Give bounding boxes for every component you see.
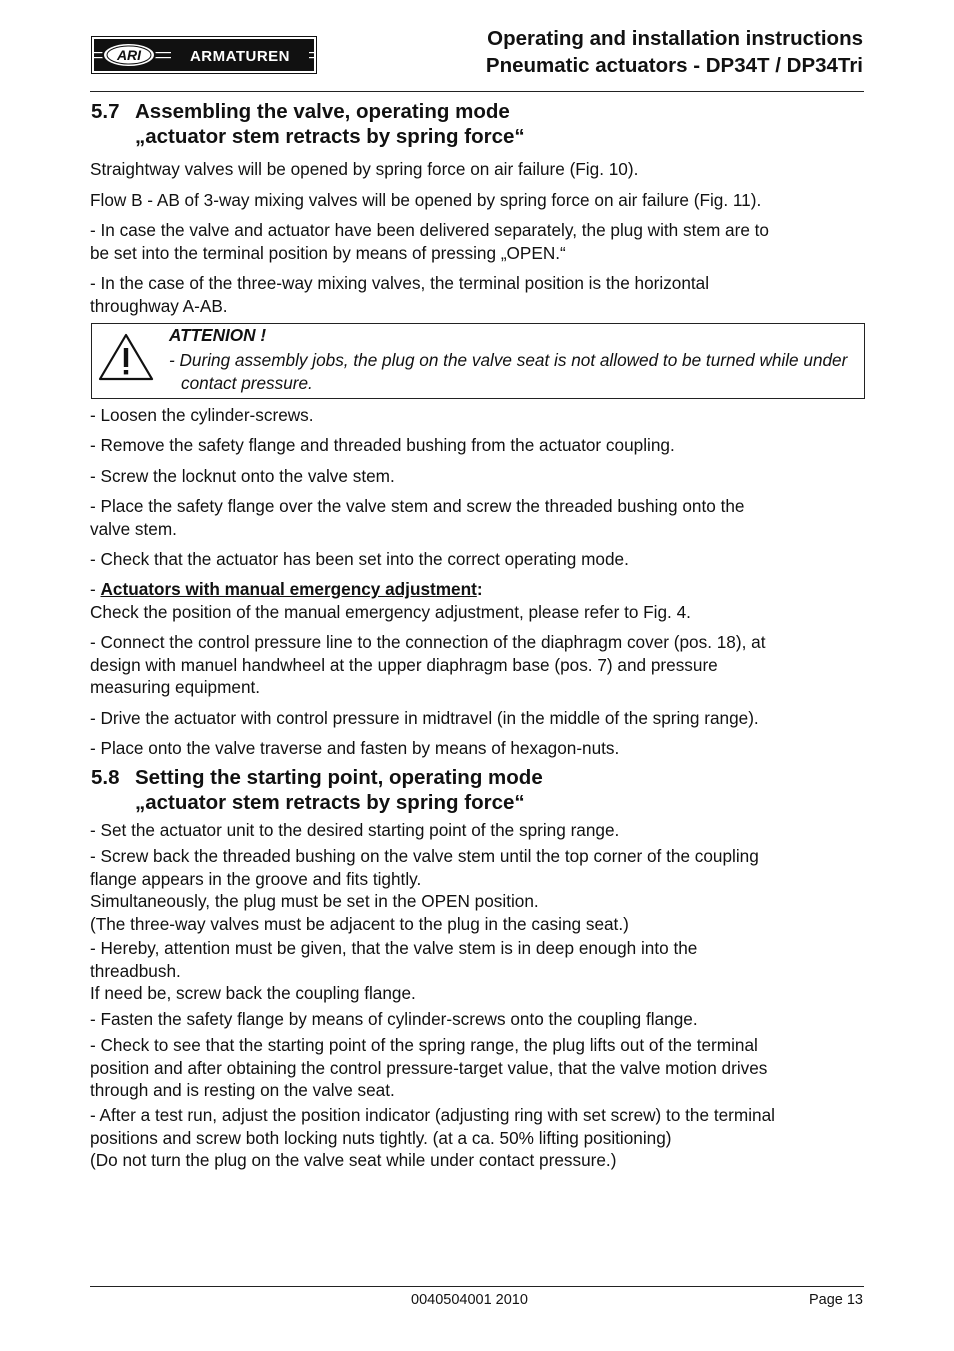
- section-5-7-heading: [91, 99, 525, 149]
- attention-text: - During assembly jobs, the plug on the valve seat is not allowed to be turned while under contact pressure.: [169, 350, 848, 393]
- list-item: - Connect the control pressure line to the connection of the diaphragm cover (pos. 18), at design with manuel handwheel at the upper diaphragm base (pos. 7) and pressure measuring equipment.: [90, 632, 766, 697]
- section-title-line1: Setting the starting point, operating mode: [135, 766, 543, 789]
- section-5-8-heading: [91, 765, 543, 815]
- ari-armaturen-logo: [91, 36, 317, 74]
- list-item: - Set the actuator unit to the desired starting point of the spring range.: [90, 820, 620, 840]
- attention-title: ATTENION !: [169, 325, 267, 345]
- section-title-line1: Assembling the valve, operating mode: [135, 100, 510, 123]
- list-item: - Check that the actuator has been set into the correct operating mode.: [90, 549, 629, 569]
- list-item: - Actuators with manual emergency adjustment: Check the position of the manual emergency adjustment, please refer to Fig. 4.: [90, 579, 691, 622]
- list-item: - Drive the actuator with control pressure in midtravel (in the middle of the spring range).: [90, 708, 759, 728]
- emphasis-heading: Actuators with manual emergency adjustment: [100, 579, 477, 599]
- paragraph: Flow B - AB of 3-way mixing valves will be opened by spring force on air failure (Fig. 11).: [90, 190, 762, 210]
- section-title-line2: „actuator stem retracts by spring force“: [135, 791, 525, 814]
- section-title-line2: „actuator stem retracts by spring force“: [135, 125, 525, 148]
- footer-divider: [90, 1286, 864, 1287]
- attention-box: [91, 323, 865, 399]
- document-number: 0040504001 2010: [411, 1292, 528, 1308]
- list-item: - After a test run, adjust the position indicator (adjusting ring with set screw) to the terminal positions and screw both locking nuts tightly. (at a ca. 50% lifting positioning) (Do not turn the plug on the valve seat while under contact pressure.): [90, 1105, 775, 1170]
- list-item: - Loosen the cylinder-screws.: [90, 405, 314, 425]
- list-item: - Place the safety flange over the valve stem and screw the threaded bushing onto the valve stem.: [90, 496, 745, 539]
- list-item: - Fasten the safety flange by means of cylinder-screws onto the coupling flange.: [90, 1009, 698, 1029]
- list-item: - Place onto the valve traverse and fasten by means of hexagon-nuts.: [90, 738, 620, 758]
- section-number: 5.8: [91, 766, 120, 789]
- list-item: - Screw the locknut onto the valve stem.: [90, 466, 395, 486]
- list-item: - Hereby, attention must be given, that the valve stem is in deep enough into the threadbush. If need be, screw back the coupling flange.: [90, 938, 698, 1003]
- list-item: - Check to see that the starting point of the spring range, the plug lifts out of the terminal position and after obtaining the control pressure-target value, that the valve motion drives through and is resting on the valve seat.: [90, 1035, 768, 1100]
- header-title-line2: Pneumatic actuators - DP34T / DP34Tri: [485, 54, 863, 77]
- list-item: - Remove the safety flange and threaded bushing from the actuator coupling.: [90, 435, 675, 455]
- list-item: - In the case of the three-way mixing valves, the terminal position is the horizontal throughway A-AB.: [90, 273, 710, 316]
- section-number: 5.7: [91, 100, 120, 123]
- paragraph: Straightway valves will be opened by spring force on air failure (Fig. 10).: [90, 159, 639, 179]
- list-item: - Screw back the threaded bushing on the valve stem until the top corner of the coupling flange appears in the groove and fits tightly. Simultaneously, the plug must be set in the OPEN position. (The three-way valves must be adjacent to the plug in the casing seat.): [90, 846, 759, 934]
- list-item: - In case the valve and actuator have been delivered separately, the plug with stem are to be set into the terminal position by means of pressing „OPEN.“: [90, 220, 769, 263]
- page-number: Page 13: [808, 1292, 863, 1308]
- svg-text:ARI: ARI: [116, 47, 142, 63]
- svg-text:ARMATUREN: ARMATUREN: [189, 48, 291, 65]
- header-divider: [90, 91, 864, 92]
- warning-triangle-icon: [97, 331, 155, 383]
- header-title-line1: Operating and installation instructions: [487, 27, 863, 50]
